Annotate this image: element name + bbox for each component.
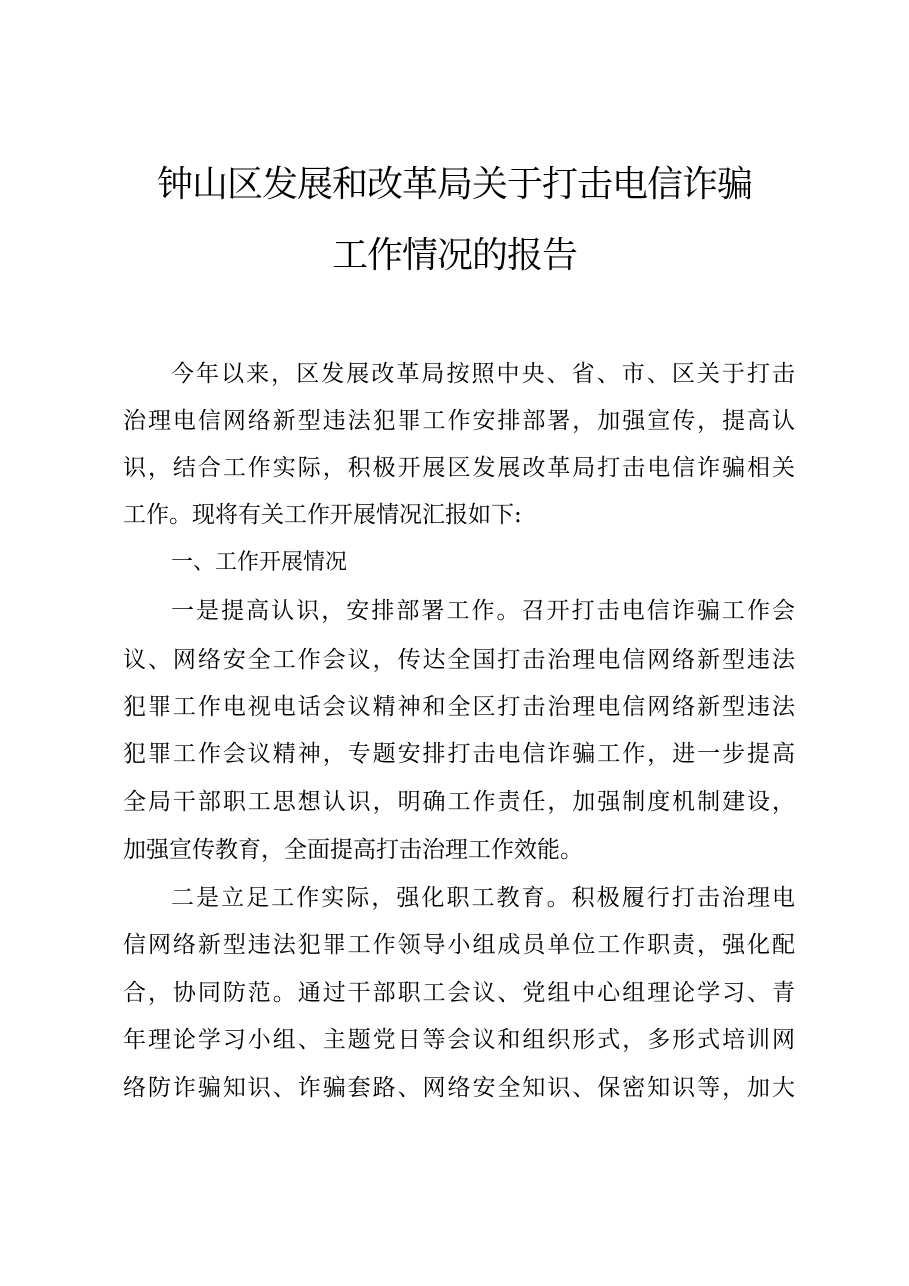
paragraph-line: 治理电信网络新型违法犯罪工作安排部署，加强宣传，提高认 xyxy=(123,408,795,434)
paragraph-line: 议、网络安全工作会议，传达全国打击治理电信网络新型违法 xyxy=(123,647,795,673)
document-title-line-1: 钟山区发展和改革局关于打击电信诈骗 xyxy=(156,164,752,205)
section-heading: 一、工作开展情况 xyxy=(171,550,348,575)
paragraph-line: 信网络新型违法犯罪工作领导小组成员单位工作职责，强化配 xyxy=(123,932,795,958)
paragraph-line: 工作。现将有关工作开展情况汇报如下: xyxy=(123,502,522,528)
paragraph-line: 合，协同防范。通过干部职工会议、党组中心组理论学习、青 xyxy=(123,980,795,1006)
paragraph-line: 犯罪工作电视电话会议精神和全区打击治理电信网络新型违法 xyxy=(123,694,795,720)
document-title-line-2: 工作情况的报告 xyxy=(331,235,577,276)
paragraph-line: 一是提高认识，安排部署工作。召开打击电信诈骗工作会 xyxy=(171,598,795,624)
paragraph-line: 犯罪工作会议精神，专题安排打击电信诈骗工作，进一步提高 xyxy=(123,741,795,767)
paragraph-line: 年理论学习小组、主题党日等会议和组织形式，多形式培训网 xyxy=(123,1027,795,1053)
paragraph-line: 识，结合工作实际，积极开展区发展改革局打击电信诈骗相关 xyxy=(123,455,795,481)
paragraph-line: 络防诈骗知识、诈骗套路、网络安全知识、保密知识等，加大 xyxy=(123,1075,795,1101)
paragraph-line: 二是立足工作实际，强化职工教育。积极履行打击治理电 xyxy=(171,885,795,911)
paragraph-line: 全局干部职工思想认识，明确工作责任，加强制度机制建设， xyxy=(123,789,795,815)
paragraph-line: 加强宣传教育，全面提高打击治理工作效能。 xyxy=(123,837,583,863)
paragraph-line: 今年以来，区发展改革局按照中央、省、市、区关于打击 xyxy=(171,361,795,387)
